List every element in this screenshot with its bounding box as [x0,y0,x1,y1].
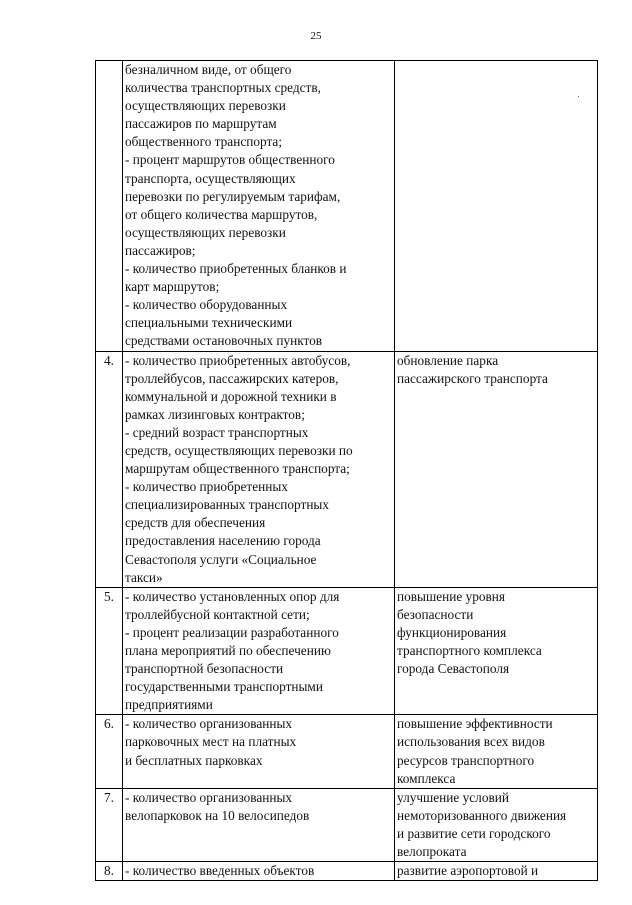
indicator-line: предприятиями [125,697,213,713]
page-number: 25 [310,30,322,42]
result-line: комплекса [397,770,456,786]
row-number-cell: 6. [96,715,123,788]
indicator-line: - количество оборудованных [125,297,288,313]
indicator-line: специализированных транспортных [125,497,330,513]
result-line: транспортного комплекса [397,643,542,658]
indicator-line: - процент реализации разработанного [125,624,339,640]
indicators-cell [123,788,395,861]
result-line: повышение уровня [397,588,506,604]
row-number-cell [96,61,123,352]
row-number-cell: 8. [96,862,123,881]
indicators-table [95,60,598,881]
indicator-line: государственными транспортными [125,679,323,695]
result-line: повышение эффективности [397,716,553,732]
result-cell [395,715,598,788]
result-line: города Севастополя [397,661,510,677]
indicator-line: перевозки по регулируемым тарифам, [125,188,341,204]
indicator-line: - количество установленных опор для [125,588,340,604]
result-line: безопасности [397,606,474,622]
indicator-line: специальными техническими [125,315,293,331]
indicator-line: осуществляющих перевозки [125,98,286,114]
result-line: улучшение условий [397,789,509,805]
indicators-cell [123,715,395,788]
indicator-line: такси» [125,569,163,585]
indicator-line: - количество приобретенных [125,479,288,495]
result-line: обновление парка [397,352,499,368]
result-line: велопроката [397,844,467,860]
indicator-line: средств для обеспечения [125,515,266,531]
indicator-line: - количество введенных объектов [125,863,315,879]
indicators-cell [123,351,395,587]
indicator-line: количества транспортных средств, [125,80,321,96]
result-cell [395,862,598,881]
table-row [96,788,598,861]
result-cell [395,587,598,715]
indicator-line: пассажиров; [125,242,196,258]
result-line: ресурсов транспортного [397,752,535,768]
indicator-line: средств, осуществляющих перевозки по [125,442,353,458]
indicator-line: плана мероприятий по обеспечению [125,643,331,658]
result-line: развитие аэропортовой и [397,863,539,879]
indicator-line: парковочных мест на платных [125,734,297,750]
result-cell [395,61,598,352]
indicator-line: пассажиров по маршрутам [125,116,277,132]
indicator-line: транспортной безопасности [125,661,284,677]
indicator-line: велопарковок на 10 велосипедов [125,807,310,823]
row-number-cell: 7. [96,788,123,861]
indicator-line: - количество приобретенных бланков и [125,261,347,277]
indicator-line: троллейбусов, пассажирских катеров, [125,370,339,386]
table-row [96,715,598,788]
indicators-cell [123,587,395,715]
indicator-line: коммунальной и дорожной техники в [125,388,337,404]
table-row [96,351,598,587]
indicators-cell [123,862,395,881]
indicator-line: - средний возраст транспортных [125,424,309,440]
result-line: использования всех видов [397,734,545,750]
indicator-line: средствами остановочных пунктов [125,333,323,349]
row-number-cell: 5. [96,587,123,715]
indicator-line: предоставления населению города [125,533,321,549]
indicator-line: транспорта, осуществляющих [125,170,296,186]
indicator-line: общественного транспорта; [125,134,283,150]
result-line: функционирования [397,624,507,640]
indicator-line: маршрутам общественного транспорта; [125,461,350,477]
table-row [96,61,598,352]
indicator-line: - количество приобретенных автобусов, [125,352,351,368]
table-row [96,587,598,715]
indicator-line: и бесплатных парковках [125,752,263,768]
indicator-line: Севастополя услуги «Социальное [125,551,317,567]
indicator-line: осуществляющих перевозки [125,224,286,240]
result-cell [395,351,598,587]
result-line: пассажирского транспорта [397,370,548,386]
indicator-line: - количество организованных [125,716,293,732]
indicator-line: - процент маршрутов общественного [125,152,335,168]
result-cell [395,788,598,861]
indicator-line: - количество организованных [125,789,293,805]
table-row [96,862,598,881]
indicator-line: карт маршрутов; [125,279,220,295]
result-line: и развитие сети городского [397,825,551,841]
indicator-line: от общего количества маршрутов, [125,206,318,222]
row-number-cell: 4. [96,351,123,587]
indicator-line: безналичном виде, от общего [125,62,292,77]
result-line: немоторизованного движения [397,807,567,823]
indicator-line: рамках лизинговых контрактов; [125,406,305,422]
indicator-line: троллейбусной контактной сети; [125,606,310,622]
indicators-cell [123,61,395,352]
